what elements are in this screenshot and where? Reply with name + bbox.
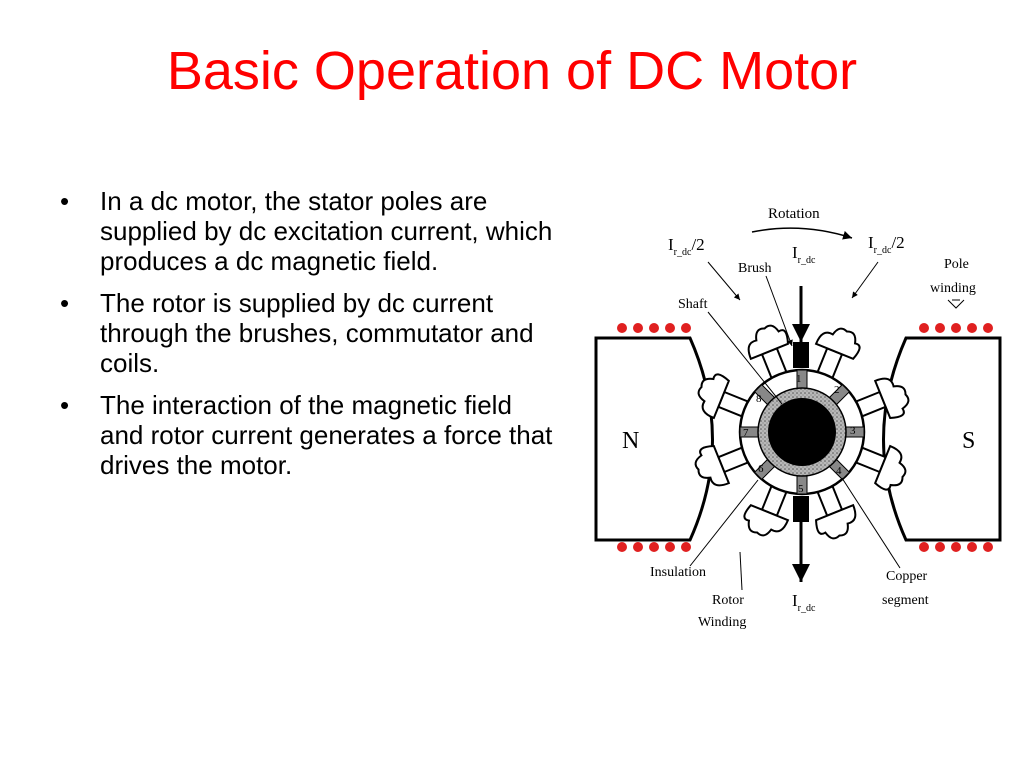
segment-number: 6 — [758, 463, 764, 475]
segment-number: 8 — [756, 393, 762, 405]
south-pole — [884, 338, 1001, 540]
bullet-text: The rotor is supplied by dc current through the brushes, commutator and coils. — [100, 288, 534, 378]
north-pole — [596, 338, 713, 540]
insulation-label: Insulation — [650, 565, 706, 580]
bullet-marker: • — [60, 390, 70, 420]
current-right-label: $I_{r\_dc}/2$ — [868, 233, 905, 256]
bullet-marker: • — [60, 186, 70, 216]
slide-title: Basic Operation of DC Motor — [166, 41, 858, 101]
segment-number: 5 — [798, 483, 804, 495]
rotor-winding-label-1: Rotor — [712, 593, 744, 608]
current-left-label: $I_{r\_dc}/2$ — [668, 235, 705, 258]
current-top-label: $I_{r\_dc}$ — [792, 243, 816, 266]
shaft — [768, 398, 836, 466]
rotation-label: Rotation — [768, 206, 820, 222]
copper-segment-label-2: segment — [882, 593, 929, 608]
pole-winding-label-1: Pole — [944, 257, 969, 272]
segment-number: 4 — [836, 465, 842, 477]
north-label: N — [622, 428, 640, 454]
bullet-item — [60, 186, 560, 276]
copper-segment-label-1: Copper — [886, 569, 928, 584]
top-brush — [793, 342, 809, 368]
bullet-marker: • — [60, 288, 70, 318]
segment-number: 3 — [850, 425, 856, 437]
segment-number: 7 — [743, 427, 749, 439]
bottom-brush — [793, 496, 809, 522]
brush-label: Brush — [738, 261, 772, 276]
dc-motor-diagram — [590, 200, 1010, 640]
bullet-item — [60, 288, 560, 378]
segment-number: 1 — [796, 373, 802, 385]
rotation-arrow — [752, 228, 852, 238]
bullet-item — [60, 390, 560, 480]
bullet-list — [60, 186, 560, 492]
bullet-text: In a dc motor, the stator poles are supplied by dc excitation current, which produces a dc magnetic field. — [100, 186, 553, 276]
segment-number: 2 — [834, 384, 840, 396]
shaft-label: Shaft — [678, 297, 708, 312]
pole-winding-label-2: winding — [930, 281, 976, 296]
current-bottom-label: $I_{r\_dc}$ — [792, 591, 816, 614]
bullet-text: The interaction of the magnetic field and rotor current generates a force that drives the motor. — [100, 390, 553, 480]
rotor-winding-label-2: Winding — [698, 615, 747, 630]
south-label: S — [962, 428, 976, 454]
